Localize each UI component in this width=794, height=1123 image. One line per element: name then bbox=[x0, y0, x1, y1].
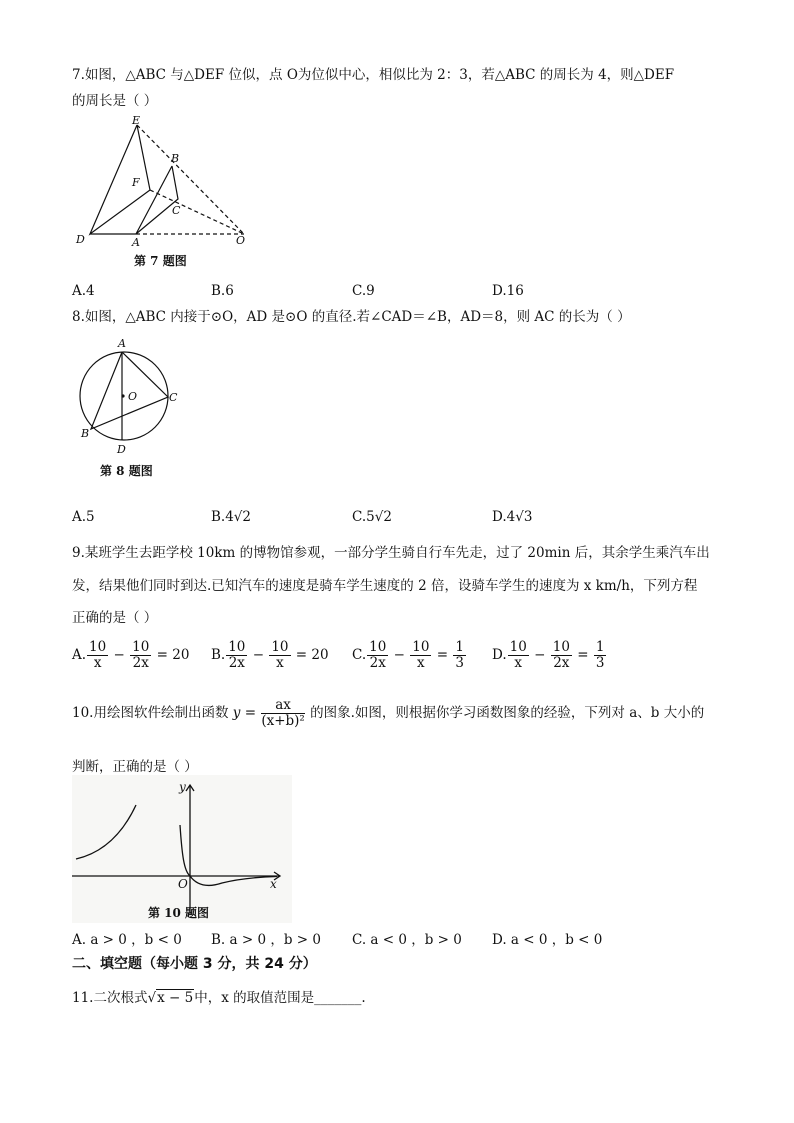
q7-label-a: A bbox=[132, 236, 140, 249]
q7-label-o: O bbox=[236, 234, 246, 247]
q11-text: 11.二次根式√x − 5中，x 的取值范围是_______. bbox=[72, 990, 366, 1006]
q10-label-x: x bbox=[270, 877, 277, 891]
section-title: 二、填空题（每小题 3 分，共 24 分） bbox=[72, 956, 317, 972]
q7-label-e: E bbox=[132, 114, 141, 127]
q7-option-c[interactable]: C.9 bbox=[352, 283, 375, 299]
q9-option-d[interactable]: D. $\frac{10}{x}$ − $\frac{10}{2x}$ = $\frac{1}{3}$ bbox=[492, 639, 605, 671]
q8-option-d[interactable]: D.4√3 bbox=[492, 509, 533, 525]
q8-caption: 第 8 题图 bbox=[100, 464, 153, 478]
q8-label-a: A bbox=[118, 337, 126, 350]
q8-figure bbox=[72, 333, 192, 483]
q7-label-c: C bbox=[172, 204, 181, 217]
q9-option-a[interactable]: A. $\frac{10}{x}$ − $\frac{10}{2x}$ = 20 bbox=[72, 639, 190, 671]
q10-text-line2: 判断，正确的是（ ） bbox=[72, 759, 198, 775]
q8-option-c[interactable]: C.5√2 bbox=[352, 509, 392, 525]
q9-text-line1: 9.某班学生去距学校 10km 的博物馆参观，一部分学生骑自行车先走，过了 20min 后，其余学生乘汽车出 bbox=[72, 545, 710, 561]
q7-text-line2: 的周长是（ ） bbox=[72, 93, 158, 109]
q9-option-b[interactable]: B. $\frac{10}{2x}$ − $\frac{10}{x}$ = 20 bbox=[211, 639, 329, 671]
q7-label-d: D bbox=[76, 233, 85, 246]
q10-label-y: y bbox=[179, 780, 186, 794]
q9-text-line2: 发，结果他们同时到达.已知汽车的速度是骑车学生速度的 2 倍，设骑车学生的速度为 x km/h，下列方程 bbox=[72, 578, 698, 594]
q10-option-c[interactable]: C. a < 0 ，b > 0 bbox=[352, 932, 462, 948]
q10-text-line1: 10.用绘图软件绘制出函数 y = $\frac{ax}{\text{(x+b)²}}$ 的图象.如图，则根据你学习函数图象的经验，下列对 a、b 大小的 bbox=[72, 697, 705, 729]
q8-text: 8.如图，△ABC 内接于⊙O，AD 是⊙O 的直径.若∠CAD＝∠B，AD＝8，则 AC 的长为（ ） bbox=[72, 309, 631, 325]
q10-option-b[interactable]: B. a > 0 ，b > 0 bbox=[211, 932, 321, 948]
q9-text-line3: 正确的是（ ） bbox=[72, 610, 158, 626]
q7-option-a[interactable]: A.4 bbox=[72, 283, 95, 299]
q10-figure bbox=[72, 775, 292, 923]
q10-label-o: O bbox=[178, 877, 188, 891]
q9-option-c[interactable]: C. $\frac{10}{2x}$ − $\frac{10}{x}$ = $\frac{1}{3}$ bbox=[352, 639, 464, 671]
q10-caption: 第 10 题图 bbox=[148, 906, 210, 920]
q8-option-a[interactable]: A.5 bbox=[72, 509, 95, 525]
q8-option-b[interactable]: B.4√2 bbox=[211, 509, 251, 525]
q7-label-f: F bbox=[132, 176, 140, 189]
q7-caption: 第 7 题图 bbox=[134, 254, 187, 268]
q8-label-d: D bbox=[117, 443, 126, 456]
q7-label-b: B bbox=[171, 152, 180, 165]
radical-icon: √ bbox=[147, 990, 157, 1006]
q7-figure bbox=[72, 113, 262, 273]
q7-option-b[interactable]: B.6 bbox=[211, 283, 234, 299]
q10-option-a[interactable]: A. a > 0 ，b < 0 bbox=[72, 932, 182, 948]
q10-option-d[interactable]: D. a < 0 ，b < 0 bbox=[492, 932, 603, 948]
q8-label-o: O bbox=[128, 390, 138, 403]
q8-label-c: C bbox=[169, 391, 178, 404]
q8-label-b: B bbox=[81, 427, 90, 440]
q7-text-line1: 7.如图，△ABC 与△DEF 位似，点 O为位似中心，相似比为 2：3，若△ABC 的周长为 4，则△DEF bbox=[72, 67, 675, 83]
q7-option-d[interactable]: D.16 bbox=[492, 283, 524, 299]
